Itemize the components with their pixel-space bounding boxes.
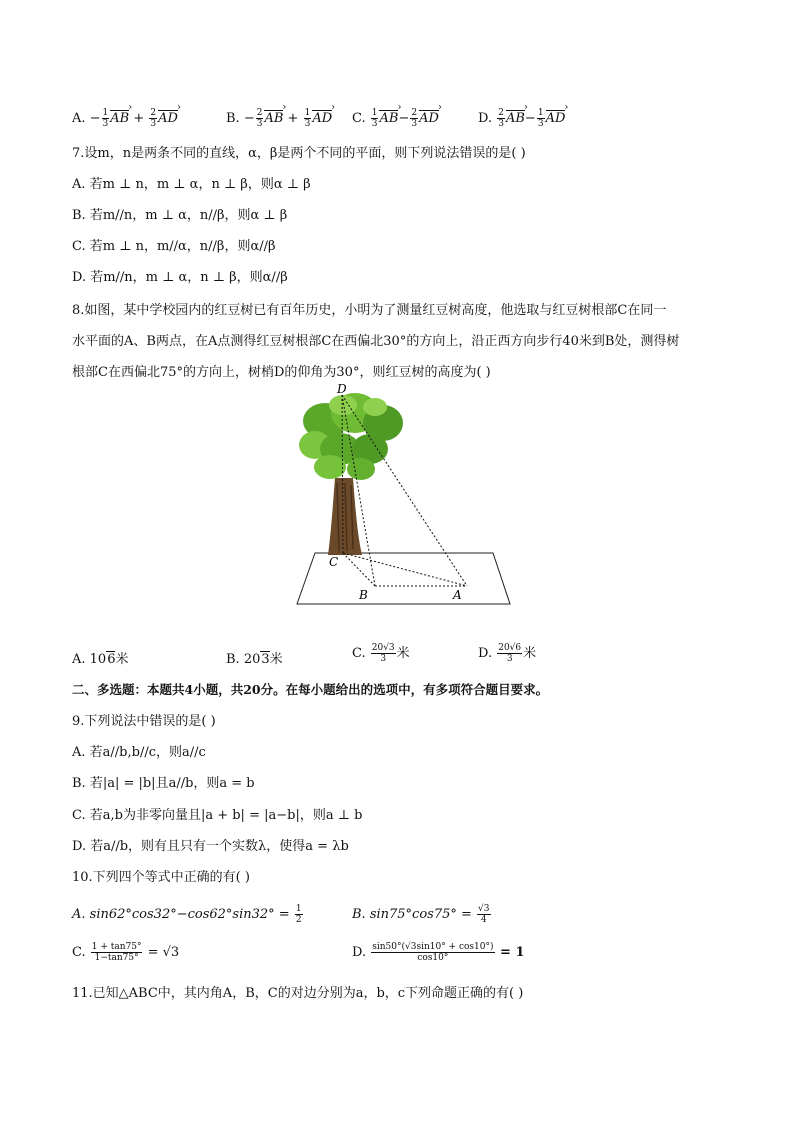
q9-stem: 9.下列说法中错误的是( ) [72,714,216,729]
q10-option-c: C. $\frac{1 + \tan 75^\circ}{1-\tan 75^\circ}$ = √3 [72,942,180,963]
q8-stem-line3: 根部C在西偏北75°的方向上，树梢D的仰角为30°，则红豆树的高度为( ) [72,365,491,380]
q8-stem-line1: 8.如图，某中学校园内的红豆树已有百年历史，小明为了测量红豆树高度，他选取与红豆树根部C在同一 [72,303,667,318]
q7-option-b: B. 若m//n，m ⊥ α，n//β，则α ⊥ β [72,208,288,223]
q6-option-a: A. − $\frac{1}{3}$ AB › + $\frac{2}{3}$ AD › [72,108,178,129]
tree-foliage [299,393,403,480]
q10-option-d: D. $\frac{\sin 50^\circ(√3\sin 10^\circ + \cos 10^\circ)}{\cos 10^\circ}$ = 1 [352,942,525,963]
q8-option-c: C. $\frac{20√3}{3}$ 米 [352,643,410,664]
label-a: A [453,588,462,602]
q9-option-b: B. 若|a| = |b|且a//b，则a = b [72,776,255,791]
q7-option-d: D. 若m//n，m ⊥ α，n ⊥ β，则α//β [72,270,288,285]
label-d: D [337,383,347,396]
label-b: B [359,588,368,602]
q10-option-b: B. sin75°cos75° = $\frac{√3}{4}$ [352,904,490,925]
q7-option-a: A. 若m ⊥ n，m ⊥ α，n ⊥ β，则α ⊥ β [72,177,311,192]
q9-option-c: C. 若a,b为非零向量且|a + b| = |a−b|，则a ⊥ b [72,808,363,823]
q6-option-c: C. $\frac{1}{3}$ AB ›− $\frac{2}{3}$ AD › [352,108,439,129]
q9-option-d: D. 若a//b，则有且只有一个实数λ，使得a = λb [72,839,349,854]
q7-option-c: C. 若m ⊥ n，m//α，n//β，则α//β [72,239,276,254]
q6-option-d: D. $\frac{2}{3}$ AB ›− $\frac{1}{3}$ AD › [478,108,565,129]
q10-option-a: A. sin62°cos32°−cos62°sin32° = $\frac{1}{2}$ [72,904,302,925]
q8-option-a: A. 106米 [72,652,129,667]
label-c: C [329,555,339,569]
q8-stem-line2: 水平面的A、B两点，在A点测得红豆树根部C在西偏北30°的方向上，沿正西方向步行40米到B处，测得树 [72,334,680,349]
q9-option-a: A. 若a//b,b//c，则a//c [72,745,206,760]
q8-option-b: B. 203米 [226,652,283,667]
q10-stem: 10.下列四个等式中正确的有( ) [72,870,250,885]
q11-stem: 11.已知△ABC中，其内角A，B，C的对边分别为a，b，c下列命题正确的有( ) [72,986,524,1001]
q8-option-d: D. $\frac{20√6}{3}$ 米 [478,643,537,664]
tree-figure [295,383,515,608]
q7-stem: 7.设m，n是两条不同的直线，α，β是两个不同的平面，则下列说法错误的是( ) [72,146,526,161]
section-heading: 二、多选题：本题共4小题，共20分。在每小题给出的选项中，有多项符合题目要求。 [72,682,549,697]
q6-option-b: B. − $\frac{2}{3}$ AB › + $\frac{1}{3}$ AD › [226,108,332,129]
